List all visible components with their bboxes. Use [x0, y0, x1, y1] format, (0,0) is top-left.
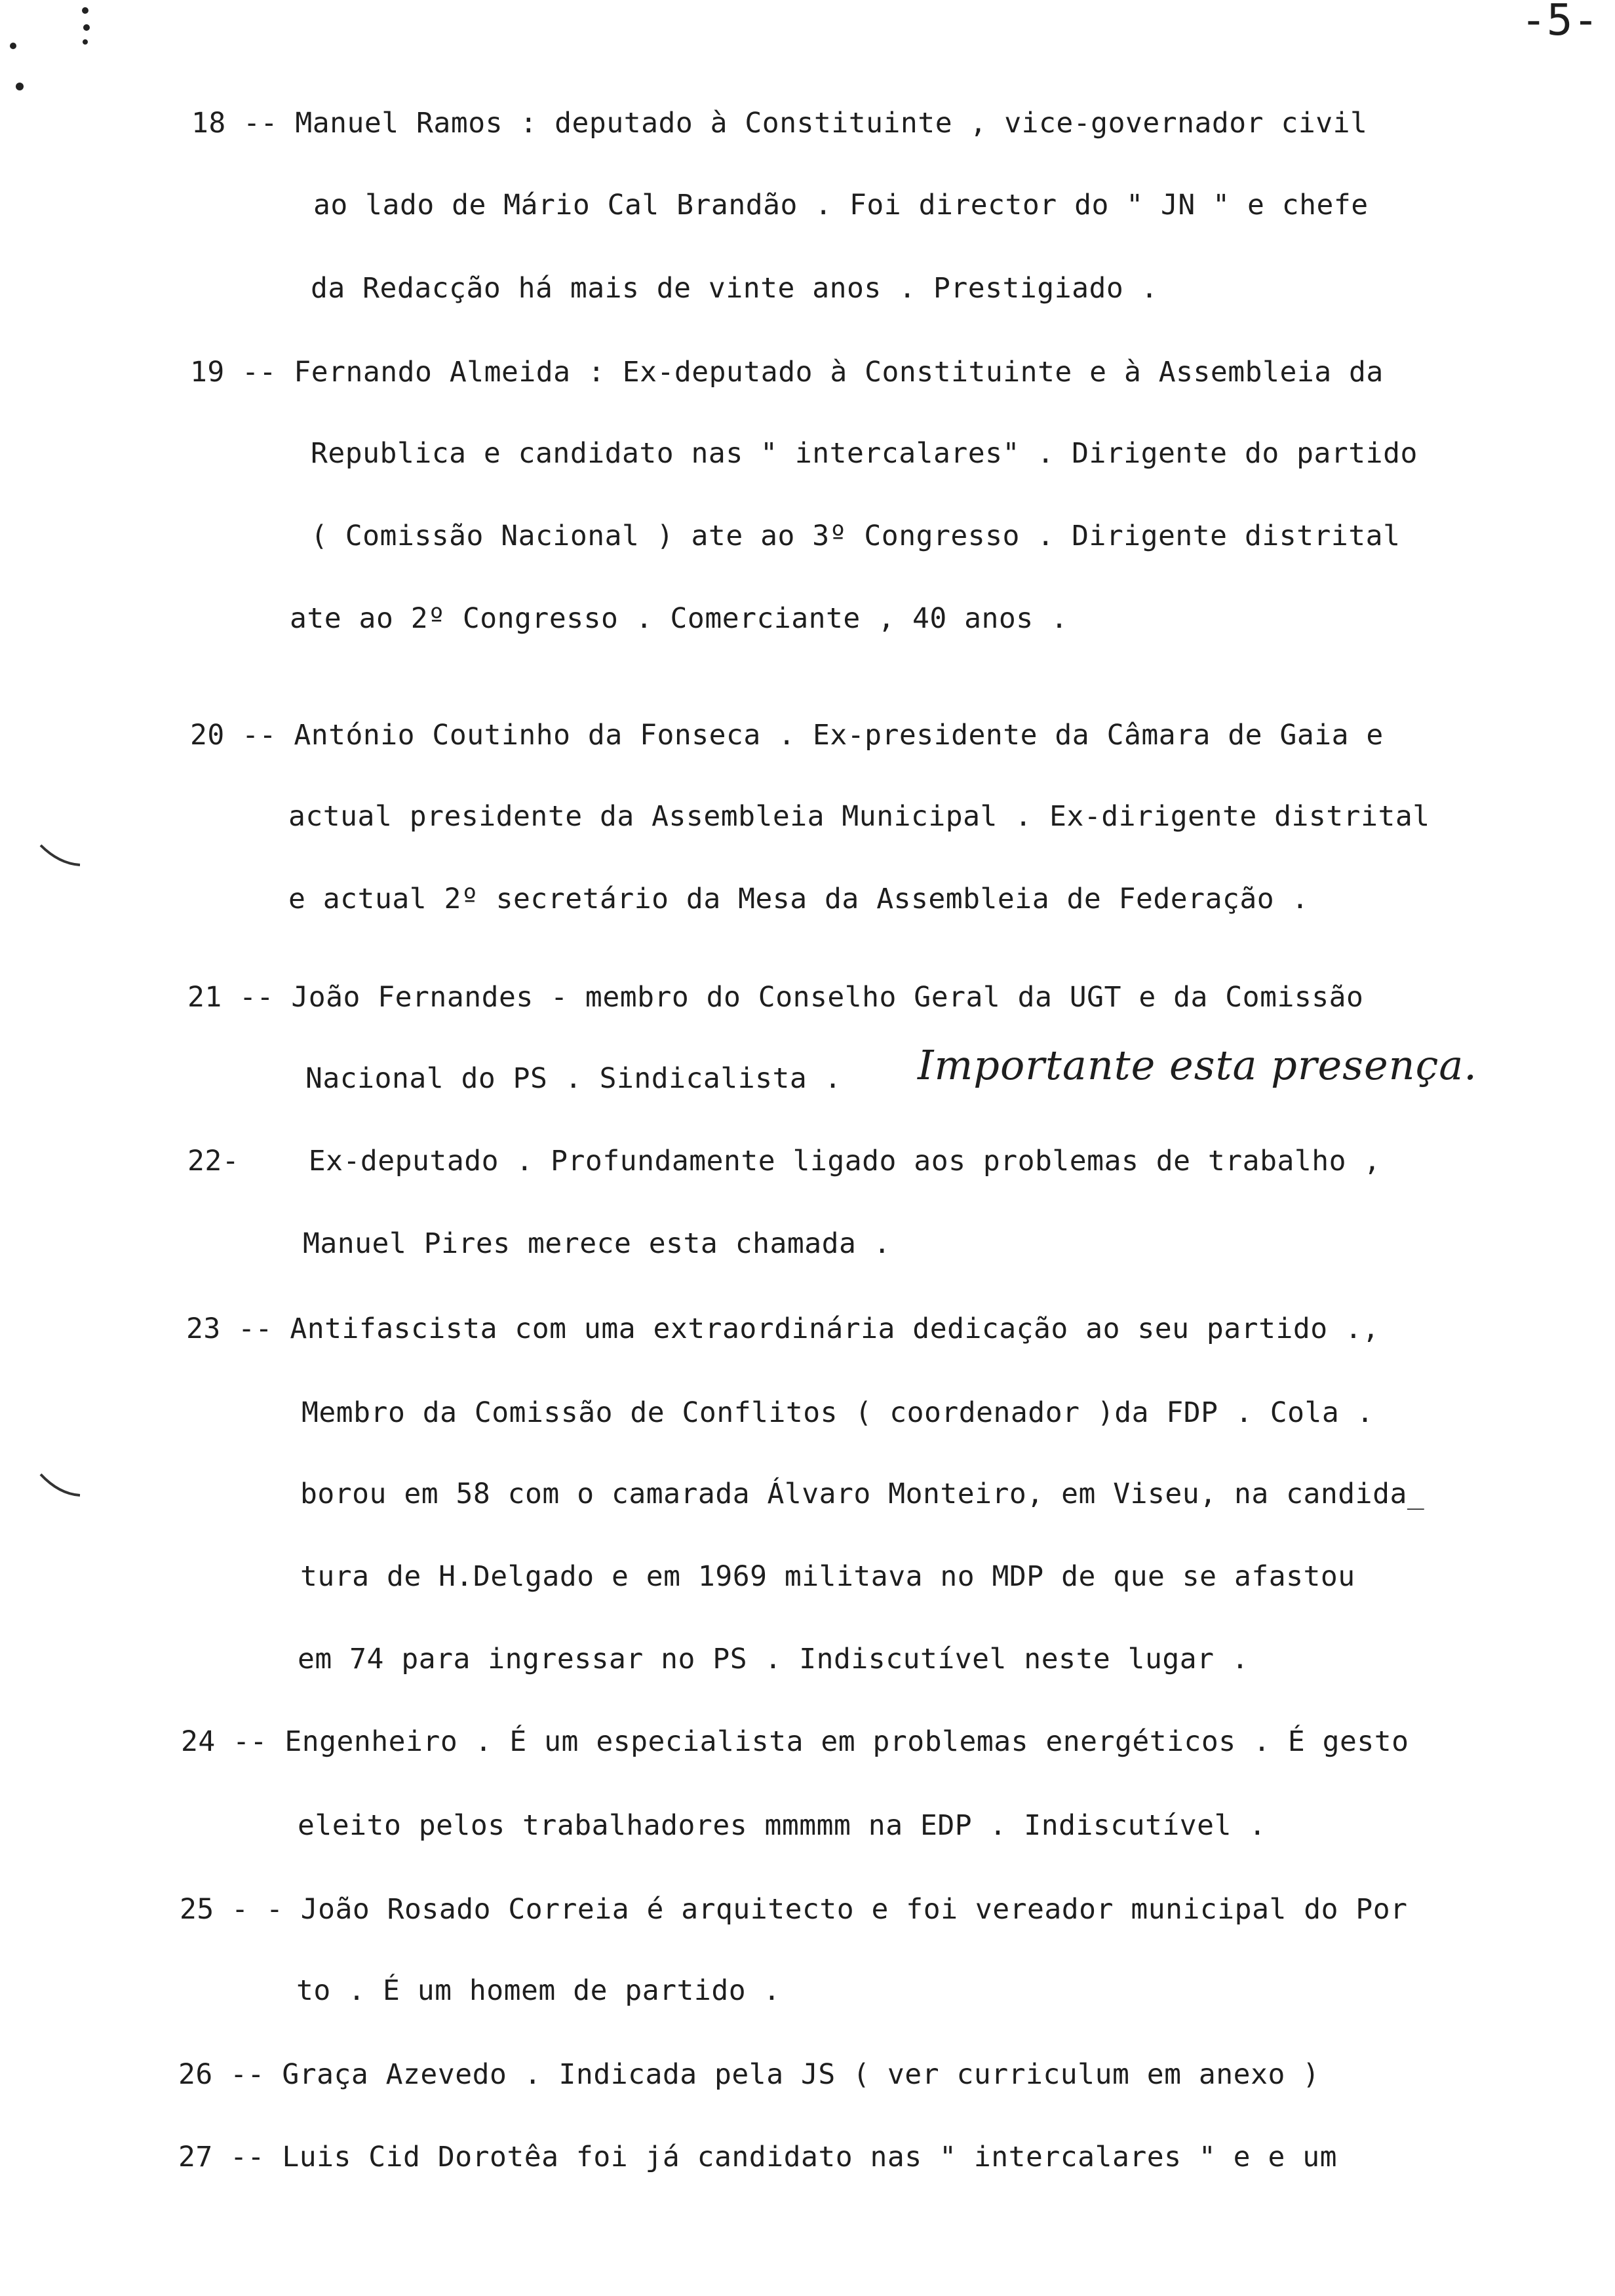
entry-18-line-3: da Redacção há mais de vinte anos . Prestigiado .: [311, 272, 1159, 305]
entry-23-line-2: Membro da Comissão de Conflitos ( coordenador )da FDP . Cola .: [302, 1396, 1374, 1429]
entry-22-line-1: 22- Ex-deputado . Profundamente ligado aos problemas de trabalho ,: [187, 1145, 1381, 1177]
dot-mark: [82, 7, 88, 14]
margin-curve: [41, 1474, 80, 1495]
entry-19-line-2: Republica e candidato nas " intercalares" . Dirigente do partido: [311, 437, 1418, 470]
dot-mark: [83, 24, 90, 31]
entry-27-line-1: 27 -- Luis Cid Dorotêa foi já candidato nas " intercalares " e e um: [178, 2141, 1338, 2173]
entry-19-line-4: ate ao 2º Congresso . Comerciante , 40 anos .: [290, 602, 1068, 635]
entry-20-line-1: 20 -- António Coutinho da Fonseca . Ex-presidente da Câmara de Gaia e: [190, 719, 1384, 752]
handwritten-note: Importante esta presença.: [918, 1041, 1478, 1089]
entry-26-line-1: 26 -- Graça Azevedo . Indicada pela JS ( ver curriculum em anexo ): [178, 2058, 1320, 2091]
dot-mark: [10, 43, 16, 49]
entry-22-line-2: Manuel Pires merece esta chamada .: [303, 1227, 891, 1260]
entry-21-line-2: Nacional do PS . Sindicalista .: [305, 1062, 842, 1095]
entry-20-line-3: e actual 2º secretário da Mesa da Assembleia de Federação .: [288, 883, 1309, 915]
entry-24-line-2: eleito pelos trabalhadores mmmmm na EDP . Indiscutível .: [298, 1809, 1266, 1842]
entry-25-line-2: to . É um homem de partido .: [296, 1974, 781, 2007]
entry-23-line-5: em 74 para ingressar no PS . Indiscutível neste lugar .: [298, 1643, 1249, 1675]
dot-mark: [83, 39, 88, 45]
margin-curve: [41, 845, 80, 865]
entry-23-line-1: 23 -- Antifascista com uma extraordinária dedicação ao seu partido .,: [186, 1312, 1380, 1345]
entry-21-line-1: 21 -- João Fernandes - membro do Conselho Geral da UGT e da Comissão: [187, 981, 1364, 1014]
entry-23-line-4: tura de H.Delgado e em 1969 militava no MDP de que se afastou: [300, 1560, 1355, 1593]
entry-24-line-1: 24 -- Engenheiro . É um especialista em problemas energéticos . É gesto: [181, 1725, 1409, 1758]
entry-20-line-2: actual presidente da Assembleia Municipal . Ex-dirigente distrital: [288, 800, 1430, 833]
entry-18-line-2: ao lado de Mário Cal Brandão . Foi director do " JN " e chefe: [313, 189, 1369, 221]
entry-18-line-1: 18 -- Manuel Ramos : deputado à Constituinte , vice-governador civil: [191, 107, 1368, 140]
dot-mark: [16, 83, 24, 90]
entry-19-line-1: 19 -- Fernando Almeida : Ex-deputado à Constituinte e à Assembleia da: [190, 356, 1384, 389]
entry-23-line-3: borou em 58 com o camarada Álvaro Monteiro, em Viseu, na candida_: [300, 1478, 1425, 1510]
page-number: -5-: [1521, 0, 1599, 45]
entry-19-line-3: ( Comissão Nacional ) ate ao 3º Congresso . Dirigente distrital: [311, 520, 1401, 552]
entry-25-line-1: 25 - - João Rosado Correia é arquitecto e foi vereador municipal do Por: [180, 1893, 1408, 1926]
